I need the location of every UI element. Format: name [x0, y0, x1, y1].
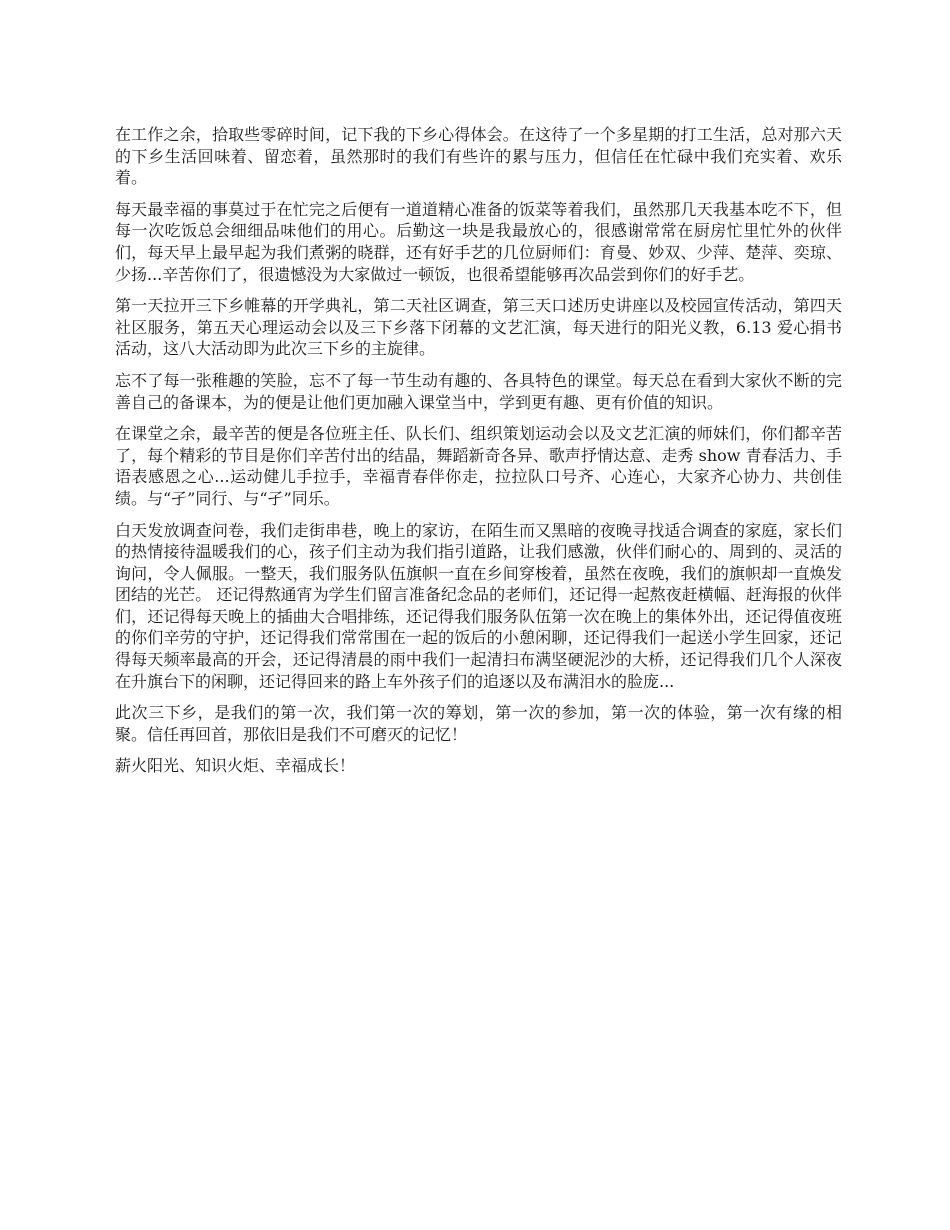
paragraph-first-time: 此次三下乡，是我们的第一次，我们第一次的筹划，第一次的参加，第一次的体验，第一次有缘的相聚。信任再回首，那依旧是我们不可磨灭的记忆！	[115, 703, 842, 744]
paragraph-activities: 第一天拉开三下乡帷幕的开学典礼，第二天社区调查，第三天口述历史讲座以及校园宣传活动，第四天社区服务，第五天心理运动会以及三下乡落下闭幕的文艺汇演，每天进行的阳光义教，6.13 爱心捐书活动，这八大活动即为此次三下乡的主旋律。	[115, 296, 842, 359]
paragraph-classroom: 忘不了每一张稚趣的笑脸，忘不了每一节生动有趣的、各具特色的课堂。每天总在看到大家伙不断的完善自己的备课本，为的便是让他们更加融入课堂当中，学到更有趣、更有价值的知识。	[115, 370, 842, 412]
paragraph-meals: 每天最幸福的事莫过于在忙完之后便有一道道精心准备的饭菜等着我们，虽然那几天我基本吃不下，但每一次吃饭总会细细品味他们的用心。后勤这一块是我最放心的，很感谢常常在厨房忙里忙外的伙伴们，每天早上最早起为我们煮粥的晓群，还有好手艺的几位厨师们：育曼、妙双、少萍、楚萍、奕琼、少扬...辛苦你们了，很遗憾没为大家做过一顿饭，也很希望能够再次品尝到你们的好手艺。	[115, 199, 842, 284]
paragraph-intro: 在工作之余，拾取些零碎时间，记下我的下乡心得体会。在这待了一个多星期的打工生活，总对那六天的下乡生活回味着、留恋着，虽然那时的我们有些许的累与压力，但信任在忙碌中我们充实着、欢乐着。	[115, 125, 842, 188]
document-body	[115, 124, 842, 787]
paragraph-closing: 薪火阳光、知识火炬、幸福成长！	[115, 756, 356, 776]
paragraph-memories: 白天发放调查问卷，我们走街串巷，晚上的家访，在陌生而又黑暗的夜晚寻找适合调查的家庭，家长们的热情接待温暖我们的心，孩子们主动为我们指引道路，让我们感激，伙伴们耐心的、周到的、灵活的询问，令人佩服。一整天，我们服务队伍旗帜一直在乡间穿梭着，虽然在夜晚，我们的旗帜却一直焕发团结的光芒。 还记得熬通宵为学生们留言准备纪念品的老师们，还记得一起熬夜赶横幅、赶海报的伙伴们，还记得每天晚上的插曲大合唱排练，还记得我们服务队伍第一次在晚上的集体外出，还记得值夜班的你们辛劳的守护，还记得我们常常围在一起的饭后的小憩闲聊，还记得我们一起送小学生回家，还记得每天频率最高的开会，还记得清晨的雨中我们一起清扫布满坚硬泥沙的大桥，还记得我们几个人深夜在升旗台下的闲聊，还记得回来的路上车外孩子们的追逐以及布满泪水的脸庞...	[115, 520, 842, 691]
paragraph-organizers: 在课堂之余，最辛苦的便是各位班主任、队长们、组织策划运动会以及文艺汇演的师妹们，你们都辛苦了，每个精彩的节目是你们辛苦付出的结晶，舞蹈新奇各异、歌声抒情达意、走秀 show 青春活力、手语表感恩之心...运动健儿手拉手，幸福青春伴你走，拉拉队口号齐、心连心，大家齐心协力、共创佳绩。与“孑”同行、与“孑”同乐。	[115, 424, 842, 508]
